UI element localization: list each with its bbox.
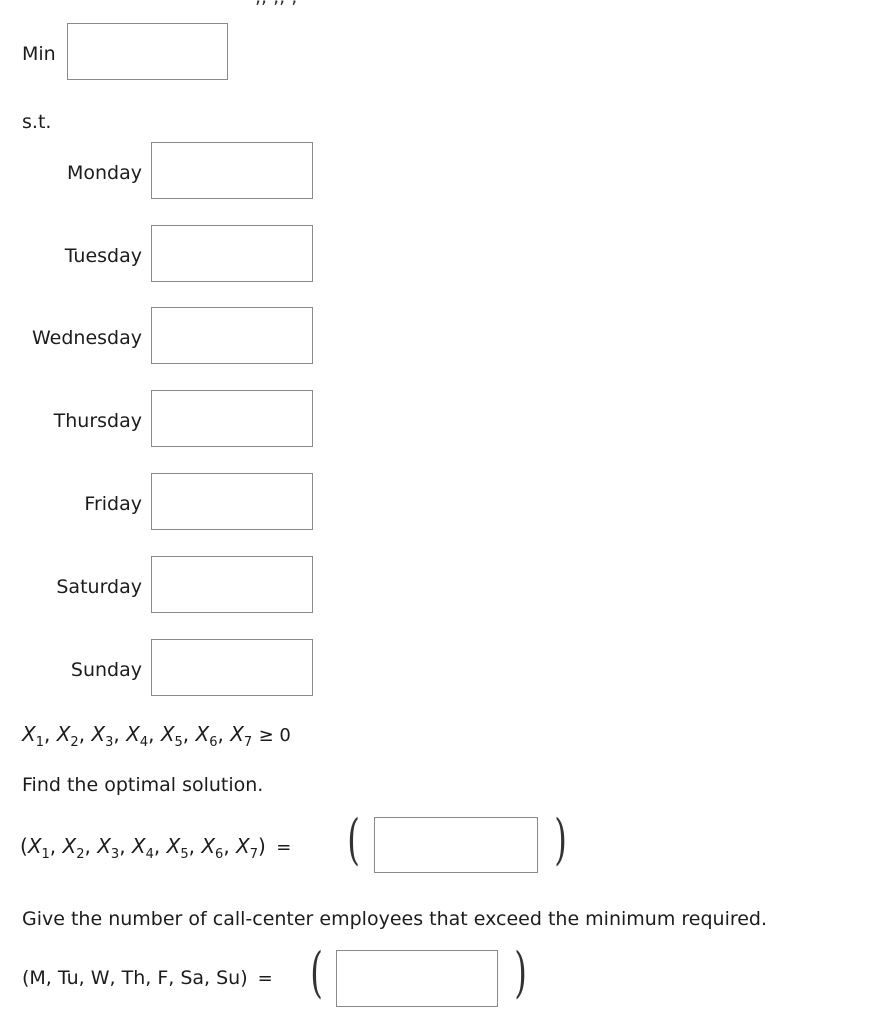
sunday-label: Sunday bbox=[70, 659, 142, 681]
saturday-label: Saturday bbox=[56, 576, 142, 598]
friday-label: Friday bbox=[84, 493, 142, 515]
tuesday-constraint-input[interactable] bbox=[151, 225, 313, 282]
saturday-constraint-input[interactable] bbox=[151, 556, 313, 613]
thursday-constraint-input[interactable] bbox=[151, 390, 313, 447]
close-paren: ) bbox=[554, 808, 567, 871]
excess-question-text: Give the number of call-center employees that exceed the minimum required. bbox=[22, 908, 768, 930]
thursday-label: Thursday bbox=[53, 410, 142, 432]
wednesday-label: Wednesday bbox=[31, 327, 142, 349]
open-paren: ( bbox=[347, 808, 360, 871]
optimal-solution-input[interactable] bbox=[374, 817, 538, 873]
st-label: s.t. bbox=[22, 111, 52, 133]
monday-label: Monday bbox=[66, 162, 142, 184]
sunday-constraint-input[interactable] bbox=[151, 639, 313, 696]
monday-constraint-input[interactable] bbox=[151, 142, 313, 199]
excess-employees-input[interactable] bbox=[336, 950, 498, 1007]
wednesday-constraint-input[interactable] bbox=[151, 307, 313, 364]
tuesday-label: Tuesday bbox=[64, 245, 142, 267]
find-optimal-text: Find the optimal solution. bbox=[22, 774, 264, 796]
min-label: Min bbox=[22, 43, 56, 65]
excess-open-paren: ( bbox=[310, 941, 323, 1004]
nonnegativity-constraint: $X_1$, $X_2$, $X_3$, $X_4$, $X_5$, $X_6$, $X_7 \ge 0$ bbox=[22, 722, 291, 750]
excess-close-paren: ) bbox=[514, 941, 527, 1004]
cut-off-text-fragment bbox=[255, 0, 297, 8]
objective-input[interactable] bbox=[67, 23, 228, 80]
friday-constraint-input[interactable] bbox=[151, 473, 313, 530]
excess-vector-label: (M, Tu, W, Th, F, Sa, Su) = bbox=[22, 967, 273, 989]
solution-vector-label: ($X_1$, $X_2$, $X_3$, $X_4$, $X_5$, $X_6$, $X_7$) = bbox=[20, 834, 292, 862]
